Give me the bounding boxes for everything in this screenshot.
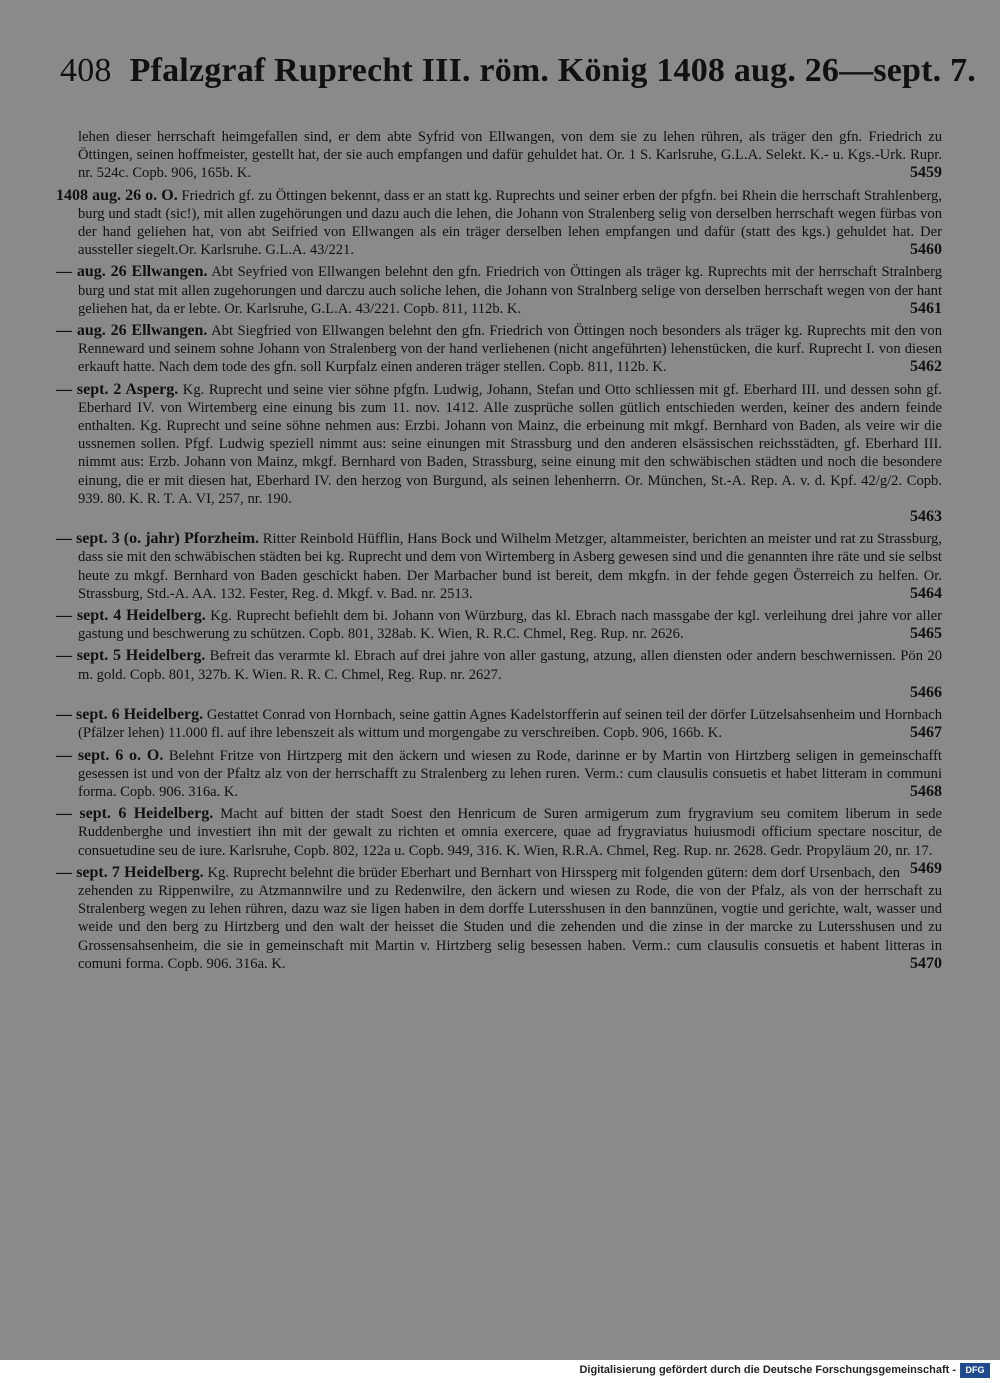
entry-number: 5464 xyxy=(910,584,942,602)
regest-entry xyxy=(56,530,942,603)
entry-text: Abt Siegfried von Ellwangen belehnt den gfn. Friedrich von Öttingen noch besonders als träger kg. Ruprechts mit den von Renneward und seinem sohne Johann von Stralenberg von der hand verliehenen (nicht angeführten) lehenstücken, die kurf. Ruprecht I. von diesen erkauft hatte. Nach dem tode des gfn. soll Kurpfalz einen anderen träger stellen. Copb. 811, 112b. K. xyxy=(78,323,942,376)
regest-entry xyxy=(56,647,942,702)
entry-number: 5460 xyxy=(910,241,942,259)
entry-text: Kg. Ruprecht befiehlt dem bi. Johann von Würzburg, das kl. Ebrach nach massgabe der kgl. verleihung drei jahre vor aller gastung und beschwerung zu schützen. Copb. 801, 328ab. K. Wien, R. R.C. Chmel, Reg. Rup. nr. 2626. xyxy=(78,608,942,643)
page-number: 408 xyxy=(60,52,112,89)
entry-text: Belehnt Fritze von Hirtzperg mit den äckern und wiesen zu Rode, darinne er by Martin von Hirtzberg seligen in gemeinschafft gesessen ist und von der Pfaltz alz von der herrschafft zu Stralenberg zu lehen ruren. Verm.: cum clausulis consuetis et habet litteram in communi forma. Copb. 906. 316a. K. xyxy=(78,747,942,800)
entry-text: lehen dieser herrschaft heimgefallen sind, er dem abte Syfrid von Ellwangen, von dem sie zu lehen rühren, als träger den gfn. Friedrich zu Öttingen, seinen hoffmeister, gestellt hat, der sie auch empfangen und dafür gehuldet hat. Or. 1 S. Karlsruhe, G.L.A. Selekt. K.- u. Kgs.-Urk. Rupr. nr. 524c. Copb. 906, 165b. K. xyxy=(78,129,942,182)
regest-entry xyxy=(56,607,942,643)
entry-number: 5465 xyxy=(910,625,942,643)
entry-heading: — sept. 4 Heidelberg. xyxy=(56,607,206,625)
entry-text: Gestattet Conrad von Hornbach, seine gattin Agnes Kadelstorfferin auf seinen teil der dörfer Lützelsahsenheim und Hornbach (Pfälzer lehen) 11.000 fl. auf ihre lebenszeit als wittum und morgengabe zu verschreiben. Copb. 906, 166b. K. xyxy=(78,707,942,742)
entry-text: Befreit das verarmte kl. Ebrach auf drei jahre von aller gastung, atzung, allen diensten oder andern beschwernissen. Pön 20 m. gold. Copb. 801, 327b. K. Wien. R. R. C. Chmel, Reg. Rup. nr. 2627. xyxy=(78,648,942,683)
entry-heading: 1408 aug. 26 o. O. xyxy=(56,186,178,204)
entry-text: Abt Seyfried von Ellwangen belehnt den gfn. Friedrich von Öttingen als träger kg. Ruprechts mit der herrschaft Stralnberg burg und stat mit allen zugehorungen und darczu auch soliche lehen, die Johann von Stralnberg selige von derselben herrschaft wegen von der hant geliehen hat, da er lebte. Or. Karlsruhe, G.L.A. 43/221. Copb. 811, 112b. K. xyxy=(78,264,942,317)
entry-number: 5463 xyxy=(910,508,942,526)
regest-entry xyxy=(56,263,942,318)
entry-text: Ritter Reinbold Hüfflin, Hans Bock und Wilhelm Metzger, altammeister, berichten an meister und rat zu Strassburg, dass sie mit den schwäbischen städten bei kg. Ruprecht und dem von Wirtemberg in Asberg gewesen sind und die genannten ihre räte und sie selbst heute zu mkgf. Bernhard von Baden geschickt haben. Der Marbacher bund ist bereit, dem mkgfn. in der fehde gegen Österreich zu helfen. Or. Strassburg, Std.-A. AA. 132. Fester, Reg. d. Mkgf. v. Bad. nr. 2513. xyxy=(78,531,942,602)
entry-text: Kg. Ruprecht belehnt die brüder Eberhart und Bernhart von Hirssperg mit folgenden gütern: dem dorf Ursenbach, den zehenden zu Rippenwilre, zu Atzmannwilre und zu Redenwilre, den äckern und wiesen zu Rode, die von der Pfalz, als von der herrschaft zu Stralenberg wegen zu lehen rühren, dazu waz sie ligen haben in dem dorffe Lutersshusen in den bannzünen, vogtie und gerichte, walt, wasser und weide und den berg zu Hirtzberg und den walt der heisset die Studen und die zehenden und die zinse in der marcke zu Lutersshusen und zu Grossensahsenheim, die sie in gemeinschaft mit Martin v. Hirtzberg selig besessen haben. Verm.: cum clausulis consuetis et habent litteras in comuni forma. Copb. 906. 316a. K. xyxy=(78,864,942,972)
entry-heading: — sept. 6 Heidelberg. xyxy=(56,706,204,724)
entry-number: 5470 xyxy=(910,954,942,972)
regest-entry xyxy=(56,128,942,183)
entry-heading: — sept. 6 o. O. xyxy=(56,746,164,764)
regest-entry xyxy=(56,864,942,973)
footer-credit: Digitalisierung gefördert durch die Deutsche Forschungsgemeinschaft - xyxy=(579,1364,956,1376)
dfg-logo: DFG xyxy=(960,1363,990,1378)
regest-entry xyxy=(56,747,942,802)
entry-heading: — aug. 26 Ellwangen. xyxy=(56,263,208,281)
regest-entry xyxy=(56,706,942,742)
page-title: Pfalzgraf Ruprecht III. röm. König 1408 aug. 26—sept. 7. xyxy=(129,52,976,89)
entry-text: Friedrich gf. zu Öttingen bekennt, dass er an statt kg. Ruprechts und seiner erben der pfgfn. bei Rhein die herrschaft Strahlenberg, burg und stadt (sic!), mit allen zugehörungen und dazu auch die lehen, die Johann von Stralenberg selig von derselben herrschaft wegen fürbas von der hand geliehen hat, von abt Seifried von Ellwangen als ein träger derselben lehen empfangen und dafür (statt des kgs.) gehuldet hat. Der aussteller siegelt.Or. Karlsruhe. G.L.A. 43/221. xyxy=(78,187,942,259)
entry-heading: — sept. 5 Heidelberg. xyxy=(56,647,206,665)
entry-number: 5468 xyxy=(910,782,942,800)
entry-number: 5469 xyxy=(910,859,942,877)
entry-heading: — sept. 2 Asperg. xyxy=(56,380,179,398)
entry-number: 5461 xyxy=(910,299,942,317)
regest-entry xyxy=(56,322,942,377)
footer-bar xyxy=(0,1360,1000,1383)
page-header xyxy=(60,52,976,102)
entry-number: 5459 xyxy=(910,164,942,182)
entry-number: 5466 xyxy=(910,683,942,701)
document-body xyxy=(56,128,942,977)
entry-heading: — sept. 7 Heidelberg. xyxy=(56,863,204,881)
regest-entry xyxy=(56,187,942,260)
entry-heading: — sept. 3 (o. jahr) Pforzheim. xyxy=(56,530,260,548)
entry-number: 5467 xyxy=(910,724,942,742)
entry-text: Macht auf bitten der stadt Soest den Henricum de Suren armigerum zum frygravium seu comitem liberum in sede Ruddenberghe und investiert ihn mit der gewalt zu richten et omnia exercere, quae ad frygraviatus huiusmodi officium spectare noscitur, de consuetudine seu de iure. Karlsruhe, Copb. 802, 122a u. Copb. 949, 316. K. Wien, R.R.A. Chmel, Reg. Rup. nr. 2628. Gedr. Propyläum 20, nr. 17. xyxy=(78,806,942,859)
entry-heading: — aug. 26 Ellwangen. xyxy=(56,322,208,340)
entry-number: 5462 xyxy=(910,358,942,376)
entry-text: Kg. Ruprecht und seine vier söhne pfgfn. Ludwig, Johann, Stefan und Otto schliessen mit gf. Eberhard III. und dessen sohn gf. Eberhard IV. von Wirtemberg eine einung bis zum 11. nov. 1412. Alle zusprüche sollen gütlich entschieden werden, keiner des andern feinde enthalten. Kg. Ruprecht und seine söhne nehmen aus: Erzbi. Johann von Mainz, die erbeinung mit mkgf. Bernhard von Baden, als veire wir die ussnemen sollen. Pfgf. Ludwig speziell nimmt aus: seine einungen mit Strassburg und den anderen elsässischen reichsstädten, gf. Eberhard III. nimmt aus: Erzb. Johann von Mainz, mkgf. Bernhard von Baden, Strassburg, seine einung mit den schwäbischen städten und noch die besondere einung, die er mit diesen hat, Eberhard IV. den herzog von Burgund, als seinen lehenherrn. Or. München, St.-A. Rep. A. v. d. Kpf. 42/g/2. Copb. 939. 80. K. R. T. A. VI, 257, nr. 190. xyxy=(78,381,942,507)
entry-heading: — sept. 6 Heidelberg. xyxy=(56,805,214,823)
regest-entry xyxy=(56,381,942,527)
